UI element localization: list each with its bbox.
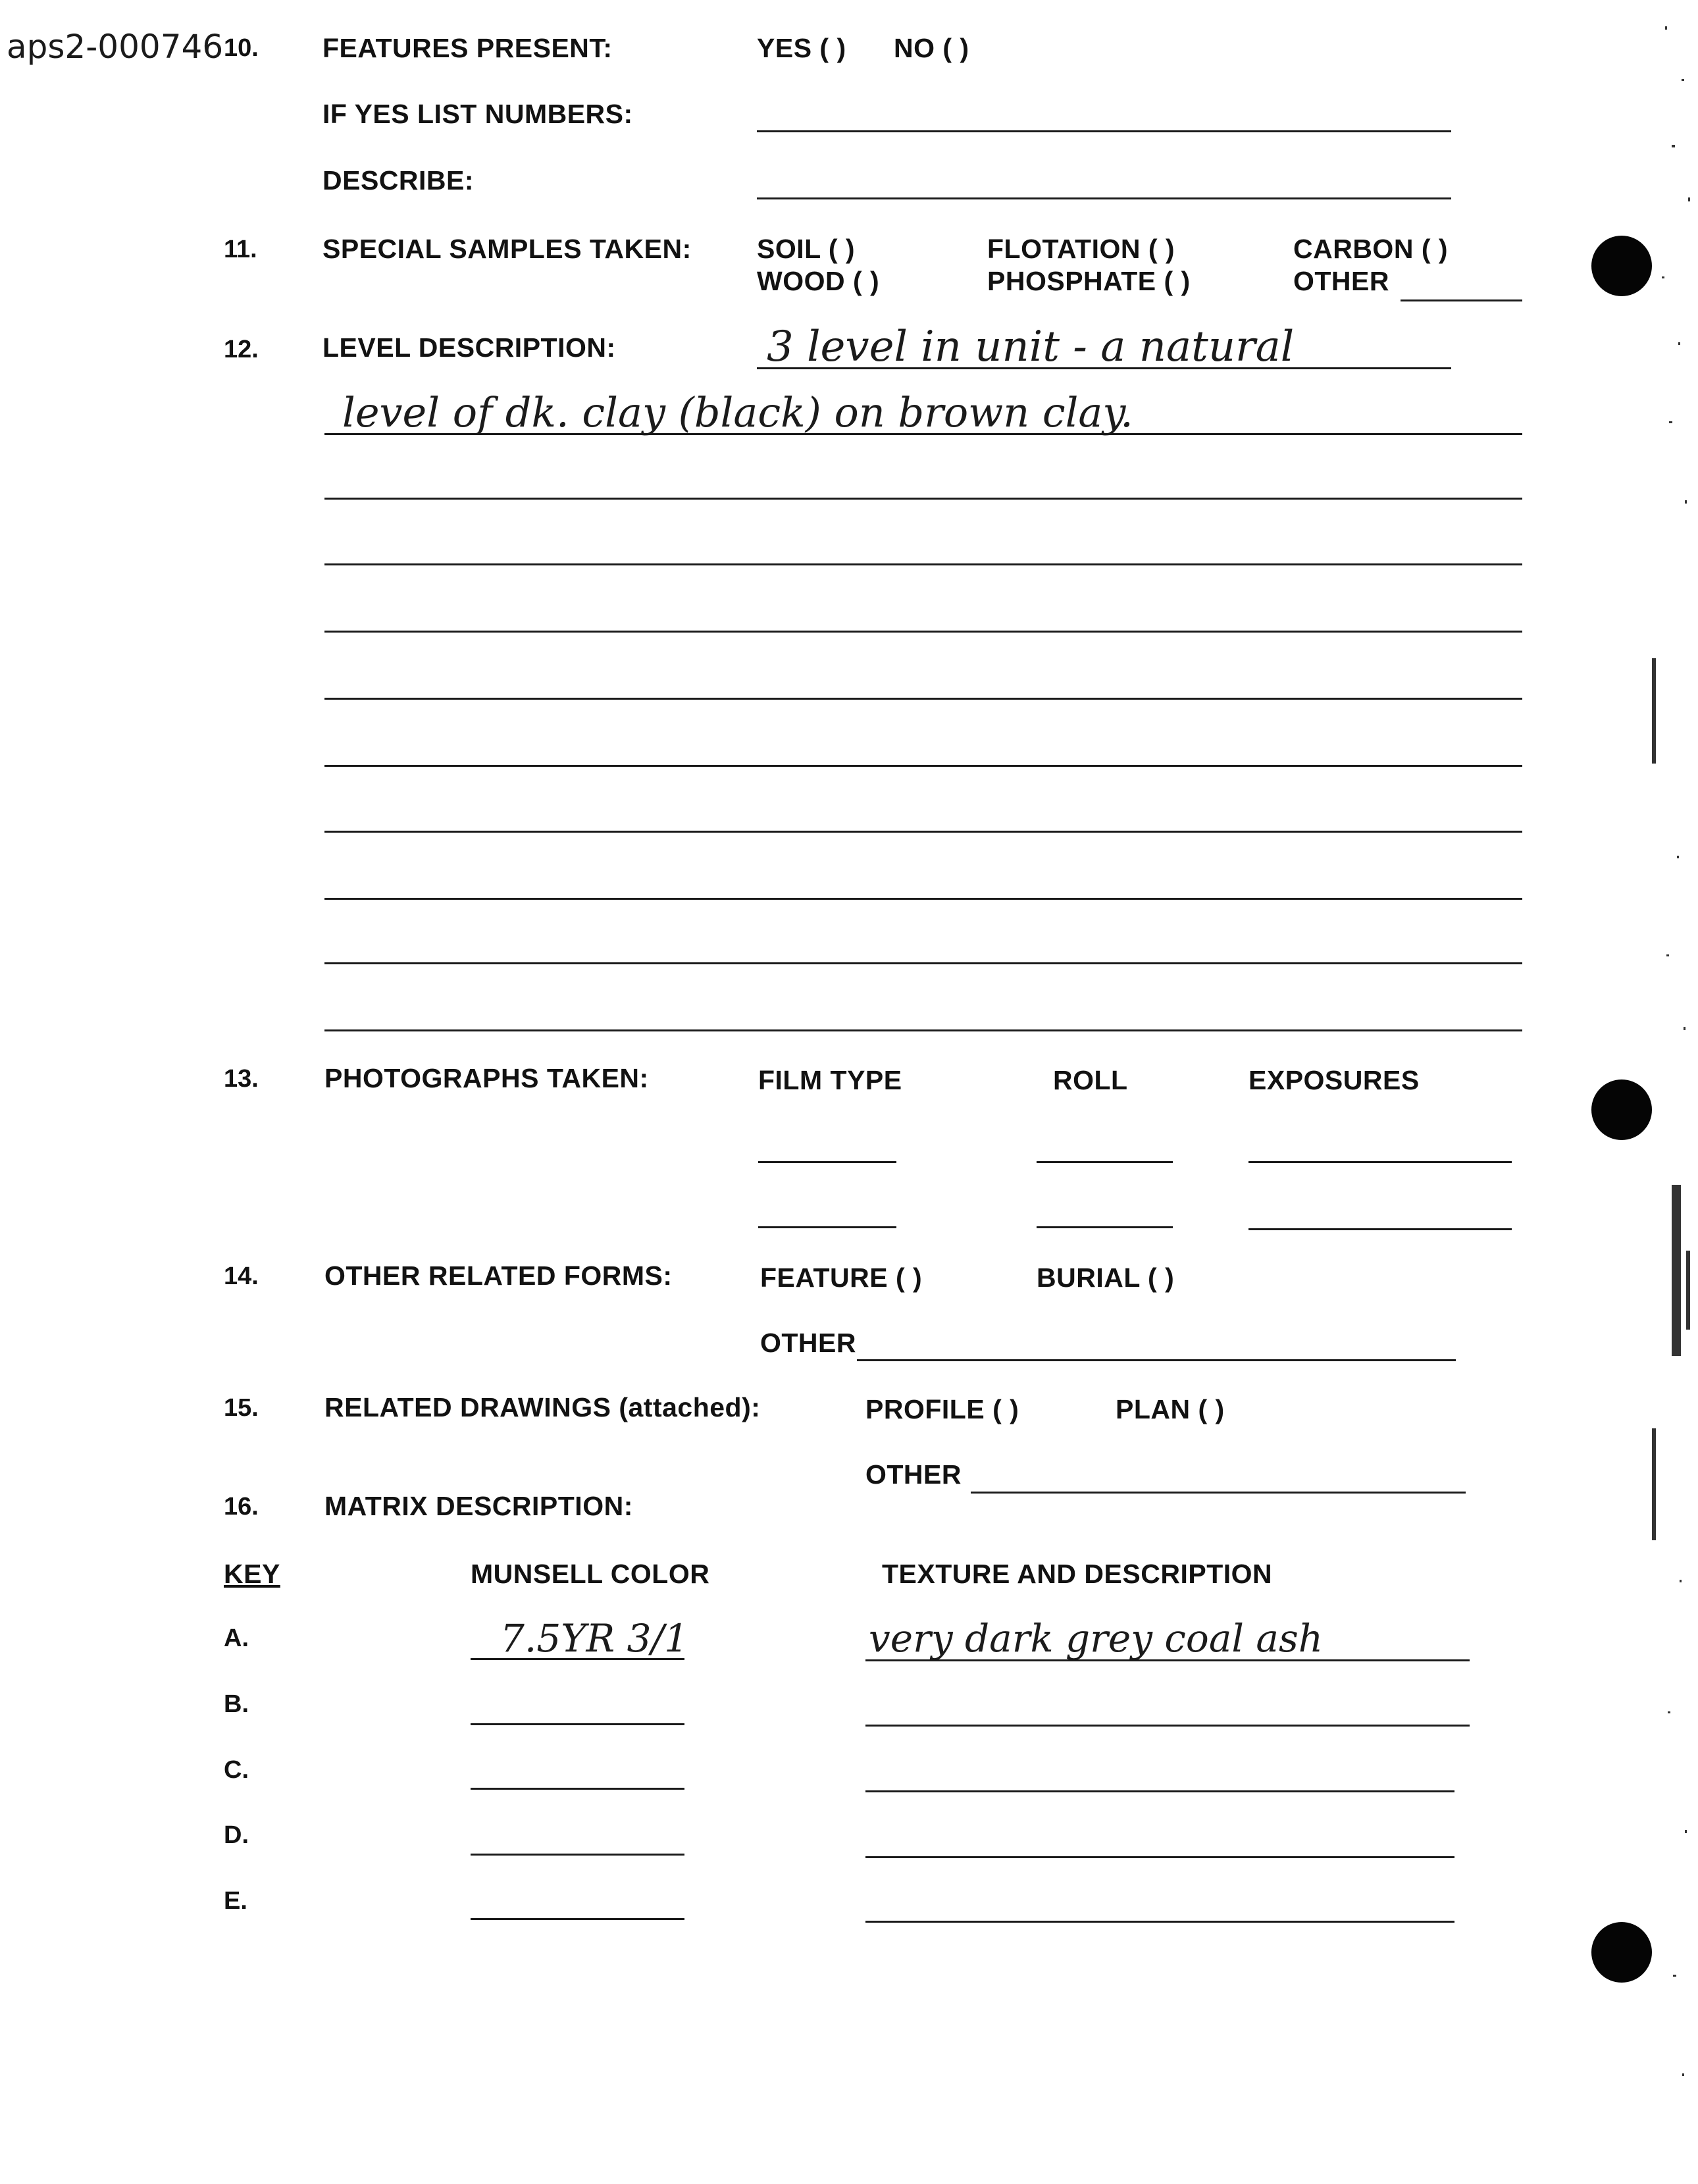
- exposures-field-2[interactable]: [1248, 1228, 1512, 1230]
- section-15-number: 15.: [224, 1394, 259, 1422]
- texture-field[interactable]: [865, 1659, 1470, 1661]
- level-line-8[interactable]: [324, 898, 1522, 900]
- munsell-value: 7.5YR 3/1: [500, 1616, 688, 1661]
- level-line-6[interactable]: [324, 765, 1522, 767]
- level-description-line1: 3 level in unit - a natural: [767, 323, 1295, 371]
- level-line-3[interactable]: [324, 563, 1522, 565]
- drawings-other-label: OTHER: [865, 1459, 962, 1490]
- level-line-1[interactable]: [324, 433, 1522, 435]
- features-present-label: FEATURES PRESENT:: [322, 33, 613, 63]
- describe-label: DESCRIBE:: [322, 165, 475, 195]
- phosphate-checkbox[interactable]: PHOSPHATE ( ): [987, 266, 1191, 296]
- drawings-other-field[interactable]: [971, 1492, 1466, 1494]
- forms-other-label: OTHER: [760, 1328, 856, 1358]
- munsell-field[interactable]: [471, 1658, 684, 1660]
- features-yes-checkbox[interactable]: YES ( ): [757, 33, 846, 63]
- film-type-field-1[interactable]: [758, 1161, 896, 1163]
- level-description-label: LEVEL DESCRIPTION:: [322, 332, 616, 363]
- level-line-4[interactable]: [324, 631, 1522, 633]
- section-14-number: 14.: [224, 1262, 259, 1290]
- key-header: KEY: [224, 1559, 280, 1589]
- related-drawings-label: RELATED DRAWINGS (attached):: [324, 1392, 761, 1422]
- forms-other-field[interactable]: [857, 1359, 1456, 1361]
- texture-field[interactable]: [865, 1725, 1470, 1727]
- samples-other-label: OTHER: [1293, 266, 1389, 296]
- matrix-key: B.: [224, 1690, 249, 1718]
- texture-field[interactable]: [865, 1856, 1454, 1858]
- texture-field[interactable]: [865, 1921, 1454, 1923]
- burial-checkbox[interactable]: BURIAL ( ): [1037, 1262, 1175, 1293]
- munsell-field[interactable]: [471, 1788, 684, 1790]
- film-type-field-2[interactable]: [758, 1226, 896, 1228]
- film-type-header: FILM TYPE: [758, 1065, 902, 1095]
- exposures-field-1[interactable]: [1248, 1161, 1512, 1163]
- section-13-number: 13.: [224, 1065, 259, 1093]
- photographs-label: PHOTOGRAPHS TAKEN:: [324, 1063, 649, 1093]
- document-id: aps2-000746: [7, 28, 224, 66]
- level-line-7[interactable]: [324, 831, 1522, 833]
- matrix-key: A.: [224, 1625, 249, 1652]
- features-no-checkbox[interactable]: NO ( ): [894, 33, 969, 63]
- other-forms-label: OTHER RELATED FORMS:: [324, 1261, 673, 1291]
- plan-checkbox[interactable]: PLAN ( ): [1116, 1394, 1225, 1424]
- roll-header: ROLL: [1053, 1065, 1128, 1095]
- munsell-header: MUNSELL COLOR: [471, 1559, 710, 1589]
- munsell-field[interactable]: [471, 1854, 684, 1856]
- samples-other-field[interactable]: [1401, 299, 1522, 301]
- level-line-5[interactable]: [324, 698, 1522, 700]
- section-12-number: 12.: [224, 336, 259, 363]
- wood-checkbox[interactable]: WOOD ( ): [757, 266, 880, 296]
- matrix-key: C.: [224, 1756, 249, 1784]
- list-numbers-label: IF YES LIST NUMBERS:: [322, 99, 633, 129]
- level-line-10[interactable]: [324, 1029, 1522, 1031]
- scan-edge-noise: [1626, 0, 1698, 2184]
- special-samples-label: SPECIAL SAMPLES TAKEN:: [322, 234, 692, 264]
- matrix-key: D.: [224, 1821, 249, 1849]
- level-line-0[interactable]: [757, 367, 1451, 369]
- roll-field-2[interactable]: [1037, 1226, 1173, 1228]
- describe-field[interactable]: [757, 197, 1451, 199]
- munsell-field[interactable]: [471, 1918, 684, 1920]
- carbon-checkbox[interactable]: CARBON ( ): [1293, 234, 1449, 264]
- level-description-line2: level of dk. clay (black) on brown clay.: [342, 388, 1133, 436]
- profile-checkbox[interactable]: PROFILE ( ): [865, 1394, 1019, 1424]
- section-16-number: 16.: [224, 1493, 259, 1521]
- texture-header: TEXTURE AND DESCRIPTION: [882, 1559, 1273, 1589]
- texture-field[interactable]: [865, 1790, 1454, 1792]
- list-numbers-field[interactable]: [757, 130, 1451, 132]
- munsell-field[interactable]: [471, 1723, 684, 1725]
- matrix-description-label: MATRIX DESCRIPTION:: [324, 1491, 633, 1521]
- flotation-checkbox[interactable]: FLOTATION ( ): [987, 234, 1175, 264]
- feature-checkbox[interactable]: FEATURE ( ): [760, 1262, 923, 1293]
- level-line-2[interactable]: [324, 498, 1522, 500]
- exposures-header: EXPOSURES: [1248, 1065, 1420, 1095]
- level-line-9[interactable]: [324, 962, 1522, 964]
- roll-field-1[interactable]: [1037, 1161, 1173, 1163]
- texture-value: very dark grey coal ash: [869, 1616, 1324, 1661]
- section-10-number: 10.: [224, 34, 259, 62]
- matrix-key: E.: [224, 1887, 247, 1915]
- section-11-number: 11.: [224, 236, 257, 263]
- soil-checkbox[interactable]: SOIL ( ): [757, 234, 856, 264]
